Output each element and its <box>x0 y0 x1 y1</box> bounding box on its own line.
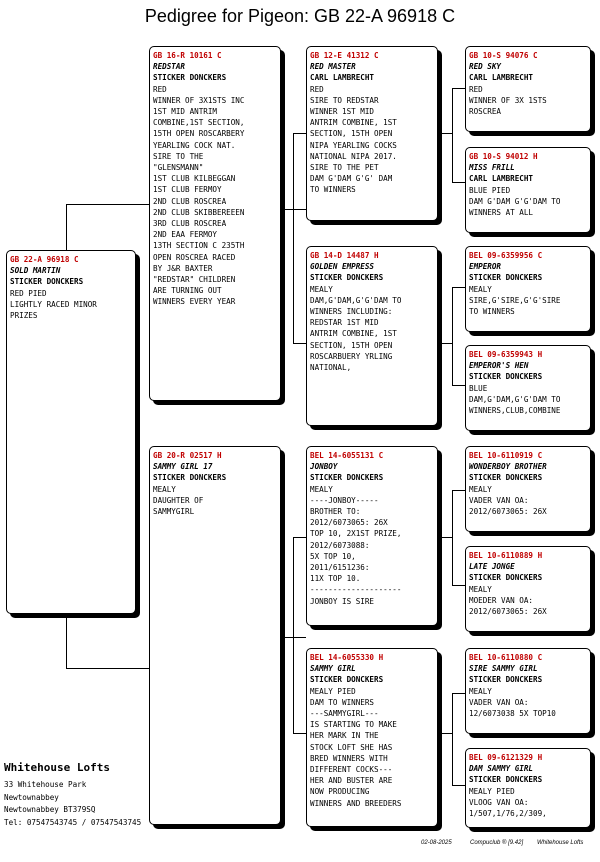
pigeon-card-dss[interactable] <box>465 446 591 532</box>
connector-line <box>452 88 465 89</box>
breeder: STICKER DONCKERS <box>310 273 384 283</box>
pigeon-card-dam-sire[interactable] <box>306 446 438 626</box>
ring-number: GB 12-E 41312 C <box>310 51 379 60</box>
breeder: STICKER DONCKERS <box>310 675 384 685</box>
colour: RED <box>469 84 483 94</box>
notes: SIRE TO REDSTAR WINNER 1ST MID ANTRIM COMBINE, 1ST SECTION, 15TH OPEN NIPA YEARLING COCKS NATIONAL NIPA 2017. SIRE TO THE PET DAM G'DAM G'G' DAM TO WINNERS <box>310 95 397 195</box>
connector-line <box>452 287 453 385</box>
pigeon-name: GOLDEN EMPRESS <box>310 262 375 272</box>
pigeon-name: LATE JONGE <box>469 562 515 572</box>
colour: MEALY <box>469 284 492 294</box>
ring-number: GB 16-R 10161 C <box>153 51 222 60</box>
pigeon-card-ssd[interactable] <box>465 147 591 233</box>
notes: WINNER OF 3X1STS INC 1ST MID ANTRIM COMBINE,1ST SECTION, 15TH OPEN ROSCARBERY YEARLING COCK NAT. SIRE TO THE "GLENSMANN" 1ST CLUB KILBEGGAN 1ST CLUB FERMOY 2ND CLUB ROSCREA 2ND CLUB SKIBBEREEEN 3RD CLUB ROSCREA 2ND EAA FERMOY 13TH SECTION C 235TH OPEN ROSCREA RACED BY J&R BAXTER "REDSTAR" CHILDREN ARE TURNING OUT WINNERS EVERY YEAR <box>153 95 245 307</box>
breeder: CARL LAMBRECHT <box>469 174 534 184</box>
connector-line <box>438 537 452 538</box>
pigeon-name: JONBOY <box>310 462 338 472</box>
pigeon-name: SIRE SAMMY GIRL <box>469 664 538 674</box>
connector-line <box>452 287 465 288</box>
breeder: CARL LAMBRECHT <box>469 73 534 83</box>
connector-line <box>438 343 452 344</box>
notes: WINNER OF 3X 1STS ROSCREA <box>469 95 547 117</box>
connector-line <box>293 537 306 538</box>
pigeon-card-subject[interactable] <box>6 250 136 614</box>
loft-name: Whitehouse Lofts <box>4 761 110 774</box>
pigeon-card-sss[interactable] <box>465 46 591 132</box>
breeder: STICKER DONCKERS <box>153 473 227 483</box>
colour: MEALY <box>469 584 492 594</box>
ring-number: GB 10-S 94076 C <box>469 51 538 60</box>
pigeon-card-ddd[interactable] <box>465 748 591 828</box>
ring-number: BEL 14-6055330 H <box>310 653 384 662</box>
breeder: STICKER DONCKERS <box>469 273 543 283</box>
breeder: STICKER DONCKERS <box>469 675 543 685</box>
software-version: Compuclub ® [9.42] <box>470 840 524 846</box>
connector-line <box>452 385 465 386</box>
connector-line <box>452 693 453 785</box>
notes: DAM,G'DAM,G'G'DAM TO WINNERS INCLUDING: REDSTAR 1ST MID ANTRIM COMBINE, 1ST SECTION, 15TH OPEN ROSCARBUERY YRLING NATIONAL, <box>310 295 402 373</box>
notes: DAM TO WINNERS ---SAMMYGIRL--- IS STARTING TO MAKE HER MARK IN THE STOCK LOFT SHE HAS BRED WINNERS WITH DIFFERENT COCKS--- HER AND BUSTER ARE NOW PRODUCING WINNERS AND BREEDERS <box>310 697 402 808</box>
connector-line <box>452 490 453 585</box>
connector-line <box>452 585 465 586</box>
breeder: CARL LAMBRECHT <box>310 73 375 83</box>
colour: MEALY <box>469 686 492 696</box>
colour: MEALY <box>310 284 333 294</box>
colour: MEALY <box>469 484 492 494</box>
connector-line <box>293 537 294 733</box>
breeder: STICKER DONCKERS <box>469 372 543 382</box>
pigeon-name: RED SKY <box>469 62 502 72</box>
pigeon-name: REDSTAR <box>153 62 186 72</box>
ring-number: BEL 14-6055131 C <box>310 451 384 460</box>
pigeon-name: EMPEROR'S HEN <box>469 361 529 371</box>
notes: VLOOG VAN OA: 1/507,1/76,2/309, <box>469 797 547 819</box>
notes: LIGHTLY RACED MINOR PRIZES <box>10 299 97 321</box>
colour: MEALY <box>310 484 333 494</box>
connector-line <box>66 614 67 668</box>
pigeon-card-sds[interactable] <box>465 246 591 332</box>
connector-line <box>293 343 306 344</box>
connector-line <box>452 693 465 694</box>
loft-address: 33 Whitehouse Park Newtownabbey Newtownabbey BT379SQ Tel: 07547543745 / 07547543745 <box>4 780 142 827</box>
breeder: STICKER DONCKERS <box>310 473 384 483</box>
breeder: STICKER DONCKERS <box>469 473 543 483</box>
connector-line <box>293 133 294 343</box>
pigeon-card-dam-dam[interactable] <box>306 648 438 827</box>
colour: MEALY PIED <box>310 686 356 696</box>
ring-number: BEL 09-6359943 H <box>469 350 543 359</box>
pigeon-name: SAMMY GIRL <box>310 664 356 674</box>
connector-line <box>66 668 149 669</box>
pigeon-card-sire-sire[interactable] <box>306 46 438 221</box>
breeder: STICKER DONCKERS <box>469 573 543 583</box>
pigeon-card-dam[interactable] <box>149 446 281 825</box>
connector-line <box>438 733 452 734</box>
notes: ----JONBOY----- BROTHER TO: 2012/6073065: 26X TOP 10, 2X1ST PRIZE, 2012/6073088: 5X TOP 10, 2011/6151236: 11X TOP 10. -------------------- JONBOY IS SIRE <box>310 495 402 606</box>
pigeon-card-sire[interactable] <box>149 46 281 401</box>
breeder: STICKER DONCKERS <box>469 775 543 785</box>
colour: RED PIED <box>10 288 47 298</box>
pigeon-card-dsd[interactable] <box>465 546 591 632</box>
connector-line <box>452 785 465 786</box>
page-title: Pedigree for Pigeon: GB 22-A 96918 C <box>144 6 456 26</box>
connector-line <box>66 204 67 250</box>
colour: RED <box>310 84 324 94</box>
colour: BLUE <box>469 383 488 393</box>
connector-line <box>293 733 306 734</box>
breeder: STICKER DONCKERS <box>153 73 227 83</box>
pigeon-name: MISS FRILL <box>469 163 515 173</box>
ring-number: GB 22-A 96918 C <box>10 255 79 264</box>
pigeon-name: EMPEROR <box>469 262 502 272</box>
notes: VADER VAN OA: 12/6073038 5X TOP10 <box>469 697 556 719</box>
notes: DAUGHTER OF SAMMYGIRL <box>153 495 204 517</box>
print-date: 02-08-2025 <box>421 840 452 846</box>
connector-line <box>66 204 149 205</box>
pigeon-card-dds[interactable] <box>465 648 591 734</box>
ring-number: BEL 10-6110889 H <box>469 551 543 560</box>
connector-line <box>438 133 452 134</box>
notes: DAM G'DAM G'G'DAM TO WINNERS AT ALL <box>469 196 561 218</box>
notes: VADER VAN OA: 2012/6073065: 26X <box>469 495 547 517</box>
pigeon-name: WONDERBOY BROTHER <box>469 462 547 472</box>
connector-line <box>293 133 306 134</box>
connector-line <box>452 490 465 491</box>
pigeon-name: DAM SAMMY GIRL <box>469 764 534 774</box>
colour: BLUE PIED <box>469 185 511 195</box>
pigeon-name: RED MASTER <box>310 62 356 72</box>
colour: MEALY <box>153 484 176 494</box>
breeder: STICKER DONCKERS <box>10 277 84 287</box>
connector-line <box>452 182 465 183</box>
ring-number: GB 20-R 02517 H <box>153 451 222 460</box>
ring-number: BEL 09-6359956 C <box>469 251 543 260</box>
pigeon-card-sire-dam[interactable] <box>306 246 438 426</box>
notes: DAM,G'DAM,G'G'DAM TO WINNERS,CLUB,COMBINE <box>469 394 561 416</box>
colour: RED <box>153 84 167 94</box>
ring-number: BEL 10-6110919 C <box>469 451 543 460</box>
colour: MEALY PIED <box>469 786 515 796</box>
ring-number: GB 14-D 14487 H <box>310 251 379 260</box>
ring-number: BEL 10-6110880 C <box>469 653 543 662</box>
notes: SIRE,G'SIRE,G'G'SIRE TO WINNERS <box>469 295 561 317</box>
ring-number: GB 10-S 94012 H <box>469 152 538 161</box>
pigeon-name: SOLD MARTIN <box>10 266 61 276</box>
ring-number: BEL 09-6121329 H <box>469 753 543 762</box>
notes: MOEDER VAN OA: 2012/6073065: 26X <box>469 595 547 617</box>
owner-name: Whitehouse Lofts <box>537 840 584 846</box>
pigeon-card-sdd[interactable] <box>465 345 591 431</box>
connector-line <box>452 88 453 182</box>
pigeon-name: SAMMY GIRL 17 <box>153 462 213 472</box>
